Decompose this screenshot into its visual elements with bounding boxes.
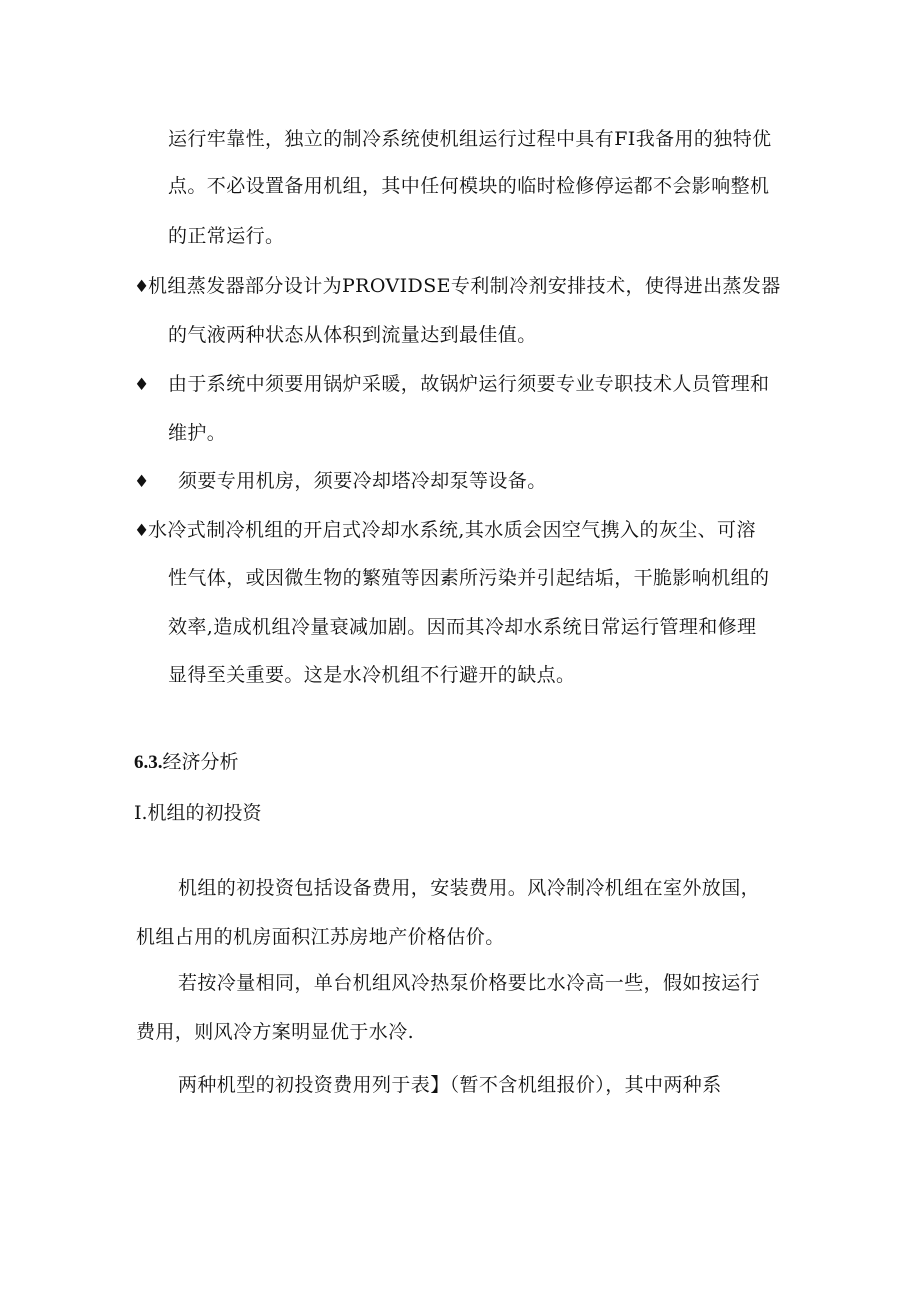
text-line: 运行牢靠性，独立的制冷系统使机组运行过程中具有FI我备用的独特优 [168,128,772,150]
text-line: 显得至关重要。这是水冷机组不行避开的缺点。 [168,664,576,686]
diamond-bullet-icon: ♦ [134,277,150,297]
diamond-bullet-icon: ♦ [134,472,150,492]
text-line: 若按冷量相同，单台机组风冷热泵价格要比水冷高一些，假如按运行 [178,972,761,994]
section-number: 6.3. [134,752,163,773]
section-title: 经济分析 [162,751,239,773]
text-line: 费用，则风冷方案明显优于水冷. [136,1021,415,1043]
text-line: 点。不必设置备用机组，其中任何模块的临时检修停运都不会影响整机 [168,175,770,197]
text-line: 的正常运行。 [168,225,285,247]
subsection-number: I. [134,802,148,824]
section-heading [134,750,239,775]
text-line: 效率,造成机组冷量衰减加剧。因而其冷却水系统日常运行管理和修理 [168,616,757,638]
diamond-bullet-icon: ♦ [134,375,150,395]
text-line: 机组占用的机房面积江苏房地产价格估价。 [136,926,505,948]
text-line: 的气液两种状态从体积到流量达到最佳值。 [168,324,537,346]
text-line: 由于系统中须要用锅炉采暖，故锅炉运行须要专业专职技术人员管理和 [168,373,770,395]
text-line: 维护。 [168,422,227,444]
diamond-bullet-icon: ♦ [134,521,150,541]
subsection-heading [134,801,262,825]
text-line: 须要专用机房，须要冷却塔冷却泵等设备。 [178,470,547,492]
text-line: 机组蒸发器部分设计为PROVIDSE专利制冷剂安排技术，使得进出蒸发器 [148,275,781,297]
text-line: 两种机型的初投资费用列于表】（暂不含机组报价），其中两种系 [178,1074,722,1096]
subsection-title: 机组的初投资 [147,802,262,824]
text-line: 机组的初投资包括设备费用，安装费用。风冷制冷机组在室外放国， [178,877,761,899]
text-line: 性气体，或因微生物的繁殖等因素所污染并引起结垢，干脆影响机组的 [168,567,770,589]
text-line: 水冷式制冷机组的开启式冷却水系统,其水质会因空气携入的灰尘、可溶 [148,519,756,541]
